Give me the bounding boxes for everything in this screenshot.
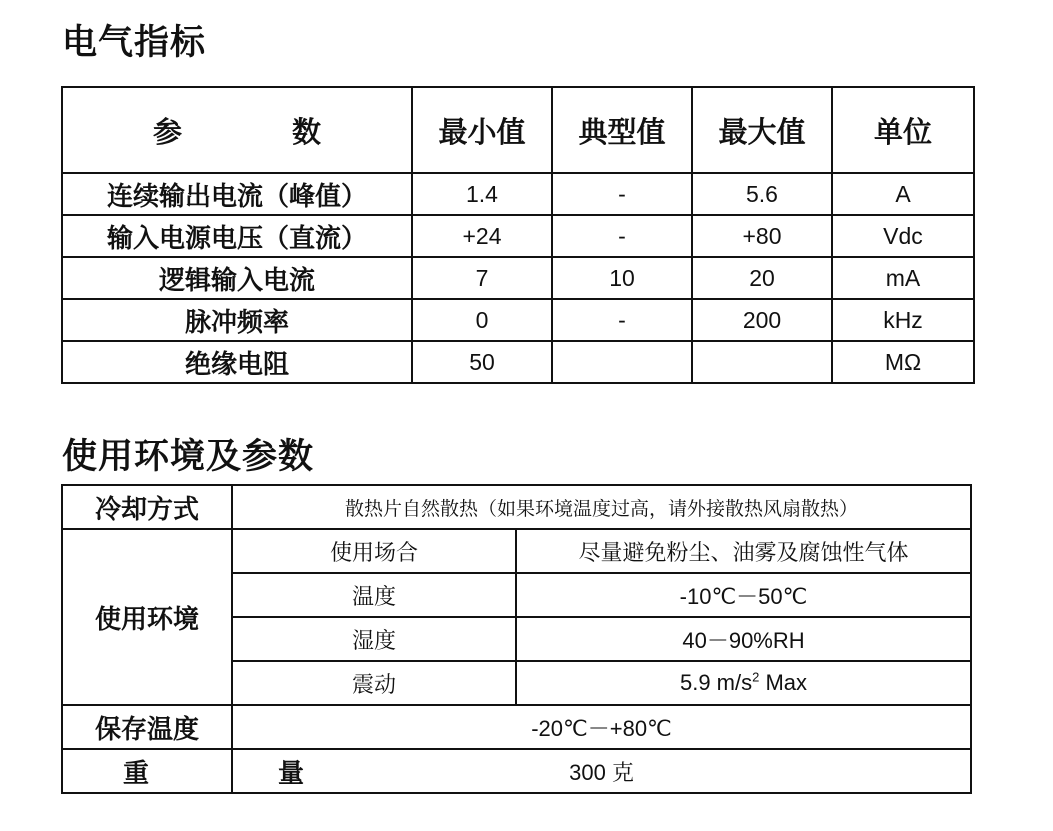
env-item-name: 使用场合 (232, 529, 516, 573)
param-name: 输入电源电压（直流） (62, 215, 412, 257)
min-value: +24 (412, 215, 552, 257)
env-item-name: 温度 (232, 573, 516, 617)
min-value: 0 (412, 299, 552, 341)
typ-value: - (552, 215, 692, 257)
electrical-spec-table (61, 86, 975, 384)
env-item-name: 湿度 (232, 617, 516, 661)
table-row (62, 705, 971, 749)
cooling-value: 散热片自然散热（如果环境温度过高，请外接散热风扇散热） (232, 485, 971, 529)
unit-value: kHz (832, 299, 974, 341)
header-unit: 单位 (832, 87, 974, 173)
header-typ: 典型值 (552, 87, 692, 173)
table-row (62, 215, 974, 257)
storage-temp-label: 保存温度 (62, 705, 232, 749)
typ-value (552, 341, 692, 383)
min-value: 50 (412, 341, 552, 383)
electrical-spec-title: 电气指标 (62, 23, 207, 63)
table-row (62, 749, 971, 793)
env-item-value: 尽量避免粉尘、油雾及腐蚀性气体 (516, 529, 971, 573)
env-item-value: 40－90%RH (516, 617, 971, 661)
env-item-value (516, 661, 971, 705)
weight-label: 重 量 (62, 749, 232, 793)
param-name: 脉冲频率 (62, 299, 412, 341)
max-value: 5.6 (692, 173, 832, 215)
max-value: +80 (692, 215, 832, 257)
min-value: 1.4 (412, 173, 552, 215)
param-name: 连续输出电流（峰值） (62, 173, 412, 215)
usage-env-label: 使用环境 (62, 529, 232, 705)
max-value: 20 (692, 257, 832, 299)
vibration-suffix: Max (759, 670, 808, 695)
environment-table (61, 484, 972, 794)
table-header-row (62, 87, 974, 173)
header-param: 参 数 (62, 87, 412, 173)
cooling-label: 冷却方式 (62, 485, 232, 529)
max-value: 200 (692, 299, 832, 341)
unit-value: A (832, 173, 974, 215)
unit-value: MΩ (832, 341, 974, 383)
table-row (62, 257, 974, 299)
typ-value: - (552, 299, 692, 341)
param-name: 逻辑输入电流 (62, 257, 412, 299)
env-item-name: 震动 (232, 661, 516, 705)
table-row (62, 485, 971, 529)
table-row (62, 299, 974, 341)
typ-value: 10 (552, 257, 692, 299)
min-value: 7 (412, 257, 552, 299)
environment-title: 使用环境及参数 (62, 437, 315, 477)
unit-value: mA (832, 257, 974, 299)
param-name: 绝缘电阻 (62, 341, 412, 383)
vibration-exponent: 2 (752, 669, 760, 685)
weight-value: 300 克 (232, 749, 971, 793)
unit-value: Vdc (832, 215, 974, 257)
typ-value: - (552, 173, 692, 215)
max-value (692, 341, 832, 383)
env-item-value: -10℃－50℃ (516, 573, 971, 617)
table-row (62, 529, 971, 573)
header-min: 最小值 (412, 87, 552, 173)
table-row (62, 173, 974, 215)
storage-temp-value: -20℃－+80℃ (232, 705, 971, 749)
vibration-value: 5.9 m/s (679, 670, 753, 695)
header-max: 最大值 (692, 87, 832, 173)
table-row (62, 341, 974, 383)
